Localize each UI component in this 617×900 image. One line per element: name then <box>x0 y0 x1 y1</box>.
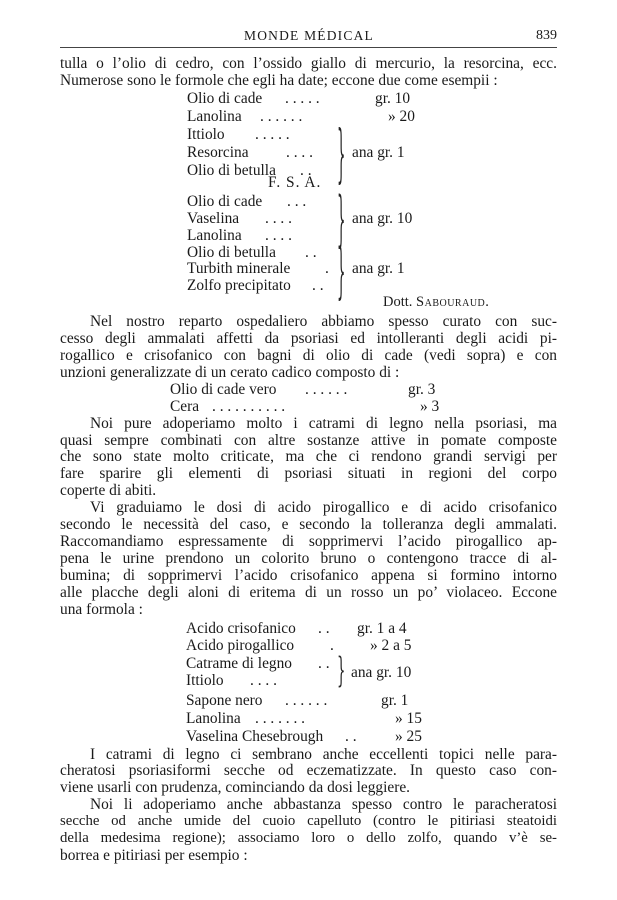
formula-dose: gr. 1 <box>381 691 409 709</box>
header-rule <box>60 47 557 48</box>
formula-group-dose: ana gr. 10 <box>352 209 413 227</box>
formula-leader-dots: . . <box>305 243 317 261</box>
formula-ingredient: Catrame di legno <box>186 655 292 673</box>
formula-leader-dots: . . . . . . . . . . <box>212 397 286 415</box>
formula-dose: gr. 10 <box>375 90 411 108</box>
right-brace-icon: } <box>337 118 346 192</box>
formula-leader-dots: . . . . . . <box>260 108 303 126</box>
formula-ingredient: Vaselina Chesebrough <box>186 727 324 745</box>
formula-ingredient: Olio di cade <box>187 192 263 210</box>
formula-ingredient: Olio di betulla <box>187 243 276 261</box>
formula-dose: » 3 <box>420 397 440 415</box>
formula-ingredient: Ittiolo <box>186 672 224 690</box>
formula-leader-dots: . . . <box>287 192 307 210</box>
text-line: cesso degli ammalati affetti da psoriasi ed intolleranti degli acidi pi- <box>60 330 557 347</box>
formula-ingredient: Acido crisofanico <box>186 619 296 637</box>
right-brace-icon: } <box>337 235 346 306</box>
formula-leader-dots: . . . . <box>250 672 277 690</box>
text-line: bumina; di sopprimervi l’acido crisofanico appena si formino intorno <box>60 566 557 584</box>
text-line: Nel nostro reparto ospedaliero abbiamo spesso curato con suc- <box>90 313 557 331</box>
formula-leader-dots: . . . . . <box>285 90 320 108</box>
text-line: Noi pure adoperiamo molto i catrami di legno nella psoriasi, ma <box>90 414 557 432</box>
formula-ingredient: Lanolina <box>187 108 242 126</box>
formula-ingredient: Olio di cade vero <box>170 380 277 398</box>
author-name: Sabouraud. <box>416 294 490 311</box>
text-line: unzioni generalizzate di un cerato cadico composto di : <box>60 363 400 381</box>
right-brace-icon: } <box>337 184 346 255</box>
signature <box>383 293 489 312</box>
formula-leader-dots: . . . . . . . <box>255 709 306 727</box>
text-line: alle placche degli aloni di eritema di un rosso un po’ violaceo. Eccone <box>60 583 557 601</box>
text-line: cheratosi psoriasiformi secche od eczematizzate. In questo caso con- <box>60 762 557 780</box>
text-line: della medesima regione); associamo loro o dello zolfo, quando v’è se- <box>60 830 557 847</box>
running-header <box>60 28 557 48</box>
text-line: I catrami di legno ci sembrano anche eccellenti topici nelle para- <box>90 745 557 763</box>
text-line: Vi graduiamo le dosi di acido pirogallico e di acido crisofanico <box>90 499 557 517</box>
formula-ingredient: Olio di betulla <box>187 161 276 179</box>
formula-leader-dots: . . <box>318 655 330 673</box>
formula-dose: » 20 <box>388 108 415 126</box>
text-line: Noi li adoperiamo anche abbastanza spesso contro le paracheratosi <box>90 796 557 814</box>
formula-leader-dots: . <box>325 260 329 278</box>
formula-leader-dots: . . <box>312 277 324 295</box>
formula-group-dose: ana gr. 1 <box>352 143 405 161</box>
text-line: Raccomandiamo espressamente di sopprimervi l’acido pirogallico ap- <box>60 533 557 550</box>
formula-ingredient: Ittiolo <box>187 126 225 143</box>
text-line: borrea e pitiriasi per esempio : <box>60 847 248 864</box>
formula-fsa: F. S. A. <box>268 174 322 191</box>
signature-prefix: Dott. <box>383 294 413 311</box>
formula-ingredient: Cera <box>170 397 200 415</box>
formula-leader-dots: . . . . . . <box>305 380 348 398</box>
text-line: quasi sempre combinati con altre sostanze attive in pomate composte <box>60 431 557 449</box>
formula-ingredient: Lanolina <box>186 709 241 727</box>
formula-ingredient: Vaselina <box>187 209 240 227</box>
formula-leader-dots: . . . . . . <box>285 691 328 709</box>
formula-leader-dots: . . <box>345 727 357 745</box>
formula-ingredient: Zolfo precipitato <box>187 277 291 295</box>
text-line: rogallico e crisofanico con bagni di olio di cade (vedi sopra) e con <box>60 346 557 364</box>
page-number: 839 <box>536 28 557 43</box>
formula-ingredient: Resorcina <box>187 143 249 161</box>
formula-leader-dots: . . <box>318 619 330 637</box>
formula-leader-dots: . . . . <box>265 226 292 244</box>
formula-leader-dots: . <box>330 637 334 655</box>
text-line: che sono state molto criticate, ma che ci rendono grandi servigi per <box>60 448 557 466</box>
formula-dose: » 2 a 5 <box>370 637 412 655</box>
formula-ingredient: Lanolina <box>187 226 242 244</box>
text-line: viene usarli con prudenza, cominciando da dosi leggiere. <box>60 779 411 797</box>
formula-group-dose: ana gr. 1 <box>352 260 405 278</box>
text-line: una formola : <box>60 600 143 618</box>
formula-group-dose: ana gr. 10 <box>351 663 412 681</box>
text-line: coperte di abiti. <box>60 482 157 500</box>
formula-dose: gr. 1 a 4 <box>357 619 407 637</box>
text-line: secche od anche umide del cuoio capelluto (contro le pitiriasi steatoidi <box>60 813 557 830</box>
formula-ingredient: Sapone nero <box>186 691 263 709</box>
formula-ingredient: Acido pirogallico <box>186 637 295 655</box>
formula-ingredient: Turbith minerale <box>187 260 291 278</box>
formula-leader-dots: . . <box>300 161 312 179</box>
formula-dose: » 15 <box>395 709 422 727</box>
formula-ingredient: Olio di cade <box>187 90 263 108</box>
text-line: secondo le necessità del caso, e secondo la tolleranza degli ammalati. <box>60 516 557 534</box>
formula-dose: » 25 <box>395 727 422 745</box>
journal-title: MONDE MÉDICAL <box>244 28 374 43</box>
text-line: tulla o l’olio di cedro, con l’ossido giallo di mercurio, la resorcina, ecc. <box>60 54 557 72</box>
text-line: fare sparire gli elementi di psoriasi situati in regioni del corpo <box>60 465 557 483</box>
formula-leader-dots: . . . . . <box>255 126 290 143</box>
formula-dose: gr. 3 <box>408 380 436 398</box>
formula-leader-dots: . . . . <box>286 143 313 161</box>
formula-leader-dots: . . . . <box>265 209 292 227</box>
text-line: Numerose sono le formole che egli ha date; eccone due come esempii : <box>60 72 498 90</box>
right-brace-icon: } <box>337 649 346 691</box>
text-line: pena le urine prendono un colorito bruno o contengono tracce di al- <box>60 550 557 567</box>
